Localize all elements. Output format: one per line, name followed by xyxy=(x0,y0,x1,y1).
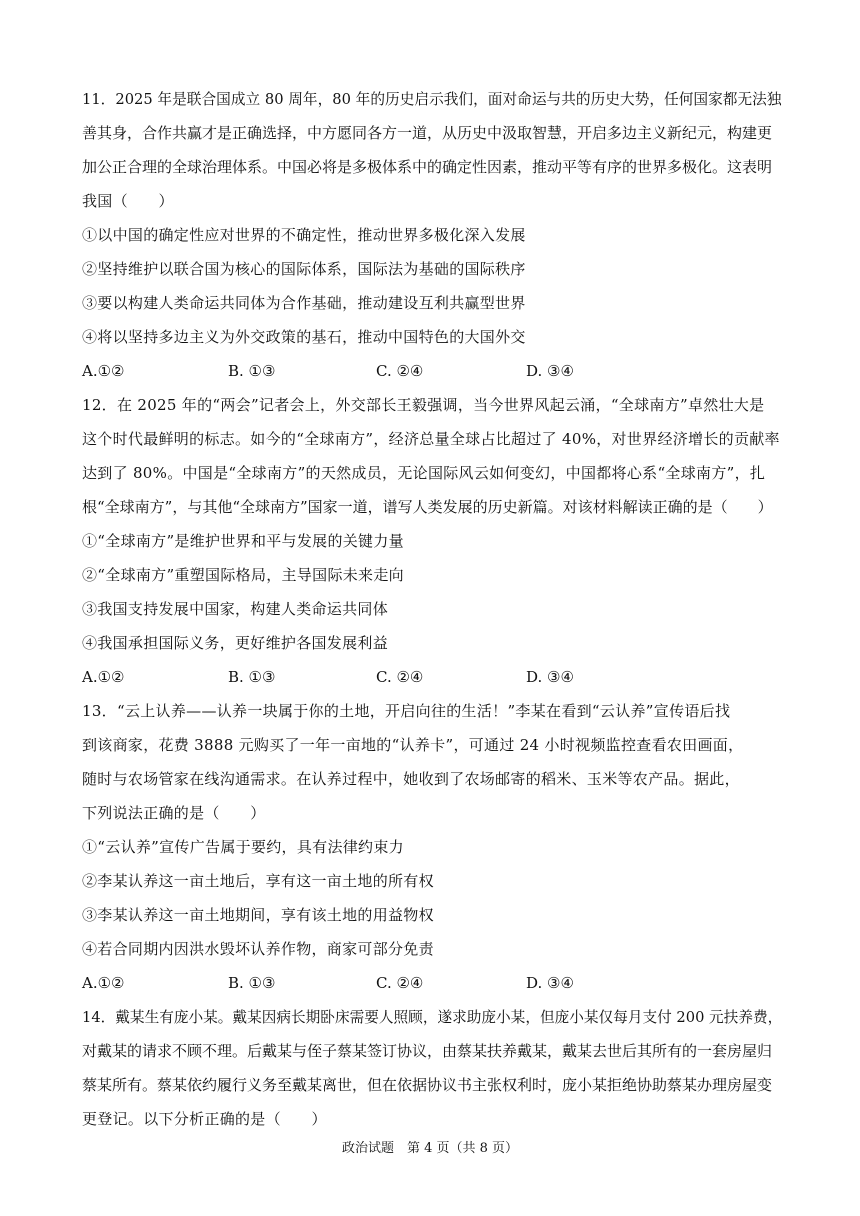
statement-item: ③我国支持发展中国家，构建人类命运共同体 xyxy=(82,600,389,618)
statement-item: ①以中国的确定性应对世界的不确定性，推动世界多极化深入发展 xyxy=(82,226,526,244)
question-stem-line: 善其身，合作共赢才是正确选择，中方愿同各方一道，从历史中汲取智慧，开启多边主义新纪元，构建更 xyxy=(82,124,773,142)
page-footer: 政治试题 第 4 页（共 8 页） xyxy=(341,1141,519,1156)
option-b: B. ①③ xyxy=(228,668,276,686)
question-stem-line: 根“全球南方”，与其他“全球南方”国家一道，谱写人类发展的历史新篇。对该材料解读正确的是（ ） xyxy=(82,498,773,516)
question-stem-line: 我国（ ） xyxy=(82,192,174,210)
option-d: D. ③④ xyxy=(526,974,574,992)
option-b: B. ①③ xyxy=(228,974,276,992)
question-stem-line: 12．在 2025 年的“两会”记者会上，外交部长王毅强调，当今世界风起云涌，“全球南方”卓然壮大是 xyxy=(82,396,765,414)
statement-item: ②“全球南方”重塑国际格局，主导国际未来走向 xyxy=(82,566,404,584)
option-d: D. ③④ xyxy=(526,362,574,380)
option-d: D. ③④ xyxy=(526,668,574,686)
statement-item: ④我国承担国际义务，更好维护各国发展利益 xyxy=(82,634,389,652)
question-stem-line: 更登记。以下分析正确的是（ ） xyxy=(82,1110,327,1128)
option-b: B. ①③ xyxy=(228,362,276,380)
statement-item: ①“云认养”宣传广告属于要约，具有法律约束力 xyxy=(82,838,404,856)
question-stem-line: 对戴某的请求不顾不理。后戴某与侄子蔡某签订协议，由蔡某扶养戴某，戴某去世后其所有的一套房屋归 xyxy=(82,1042,773,1060)
option-a: A.①② xyxy=(82,362,125,380)
statement-item: ③李某认养这一亩土地期间，享有该土地的用益物权 xyxy=(82,906,434,924)
statement-item: ①“全球南方”是维护世界和平与发展的关键力量 xyxy=(82,532,404,550)
question-stem-line: 这个时代最鲜明的标志。如今的“全球南方”，经济总量全球占比超过了 40%，对世界经济增长的贡献率 xyxy=(82,430,780,448)
statement-item: ③要以构建人类命运共同体为合作基础，推动建设互利共赢型世界 xyxy=(82,294,526,312)
statement-item: ④将以坚持多边主义为外交政策的基石，推动中国特色的大国外交 xyxy=(82,328,526,346)
answer-options xyxy=(82,361,782,381)
question-stem-line: 下列说法正确的是（ ） xyxy=(82,804,266,822)
statement-item: ②李某认养这一亩土地后，享有这一亩土地的所有权 xyxy=(82,872,434,890)
question-stem-line: 蔡某所有。蔡某依约履行义务至戴某离世，但在依据协议书主张权利时，庞小某拒绝协助蔡某办理房屋变 xyxy=(82,1076,773,1094)
option-c: C. ②④ xyxy=(376,668,424,686)
question-stem-line: 加公正合理的全球治理体系。中国必将是多极体系中的确定性因素，推动平等有序的世界多极化。这表明 xyxy=(82,158,773,176)
question-stem-line: 到该商家，花费 3888 元购买了一年一亩地的“认养卡”，可通过 24 小时视频监控查看农田画面， xyxy=(82,736,744,754)
option-a: A.①② xyxy=(82,974,125,992)
question-stem-line: 13．“云上认养——认养一块属于你的土地，开启向往的生活！”李某在看到“云认养”宣传语后找 xyxy=(82,702,731,720)
option-c: C. ②④ xyxy=(376,362,424,380)
question-stem-line: 达到了 80%。中国是“全球南方”的天然成员，无论国际风云如何变幻，中国都将心系“全球南方”，扎 xyxy=(82,464,766,482)
answer-options xyxy=(82,667,782,687)
statement-item: ④若合同期内因洪水毁坏认养作物，商家可部分免责 xyxy=(82,940,434,958)
statement-item: ②坚持维护以联合国为核心的国际体系，国际法为基础的国际秩序 xyxy=(82,260,526,278)
question-stem-line: 11．2025 年是联合国成立 80 周年，80 年的历史启示我们，面对命运与共的历史大势，任何国家都无法独 xyxy=(82,90,782,108)
option-a: A.①② xyxy=(82,668,125,686)
answer-options xyxy=(82,973,782,993)
option-c: C. ②④ xyxy=(376,974,424,992)
question-stem-line: 随时与农场管家在线沟通需求。在认养过程中，她收到了农场邮寄的稻米、玉米等农产品。据此， xyxy=(82,770,740,788)
question-stem-line: 14．戴某生有庞小某。戴某因病长期卧床需要人照顾，遂求助庞小某，但庞小某仅每月支付 200 元扶养费， xyxy=(82,1008,783,1026)
